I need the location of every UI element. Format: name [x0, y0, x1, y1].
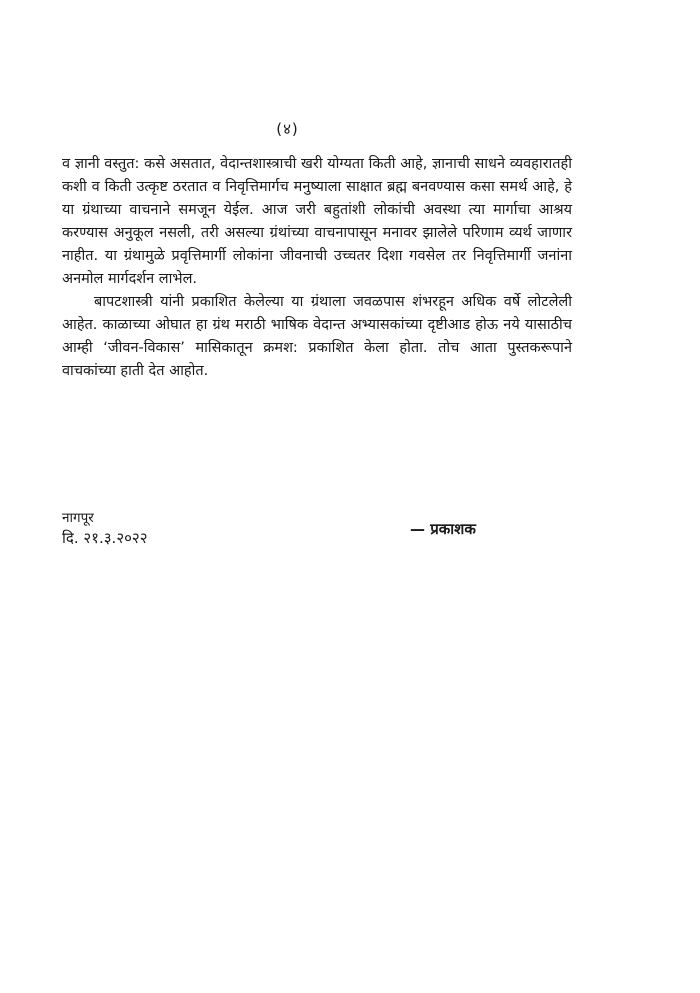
date: दि. २१.३.२०२२	[62, 529, 148, 547]
publisher-signature: — प्रकाशक	[410, 520, 476, 538]
page-number: (४)	[276, 120, 299, 138]
paragraph-2: बापटशास्त्री यांनी प्रकाशित केलेल्या या ग्रंथाला जवळपास शंभरहून अधिक वर्षे लोटलेली आहेत. काळाच्या ओघात हा ग्रंथ मराठी भाषिक वेदान्त अभ्यासकांच्या दृष्टीआड होऊ नये यासाठीच आम्ही ‘जीवन-विकास’ मासिकातून क्रमश: प्रकाशित केला होता. तोच आता पुस्तकरूपाने वाचकांच्या हाती देत आहोत.	[62, 294, 572, 379]
body-text	[62, 153, 572, 383]
paragraph-1: व ज्ञानी वस्तुत: कसे असतात, वेदान्तशास्त्राची खरी योग्यता किती आहे, ज्ञानाची साधने व्यवहारातही कशी व किती उत्कृष्ट ठरतात व निवृत्तिमार्गच मनुष्याला साक्षात ब्रह्म बनवण्यास कसा समर्थ आहे, हे या ग्रंथाच्या वाचनाने समजून येईल. आज जरी बहुतांशी लोकांची अवस्था त्या मार्गाचा आश्रय करण्यास अनुकूल नसली, तरी असल्या ग्रंथांच्या वाचनापासून मनावर झालेले परिणाम व्यर्थ जाणार नाहीत. या ग्रंथामुळे प्रवृत्तिमार्गी लोकांना जीवनाची उच्चतर दिशा गवसेल तर निवृत्तिमार्गी जनांना अनमोल मार्गदर्शन लाभेल.	[62, 156, 572, 287]
place: नागपूर	[62, 510, 94, 526]
